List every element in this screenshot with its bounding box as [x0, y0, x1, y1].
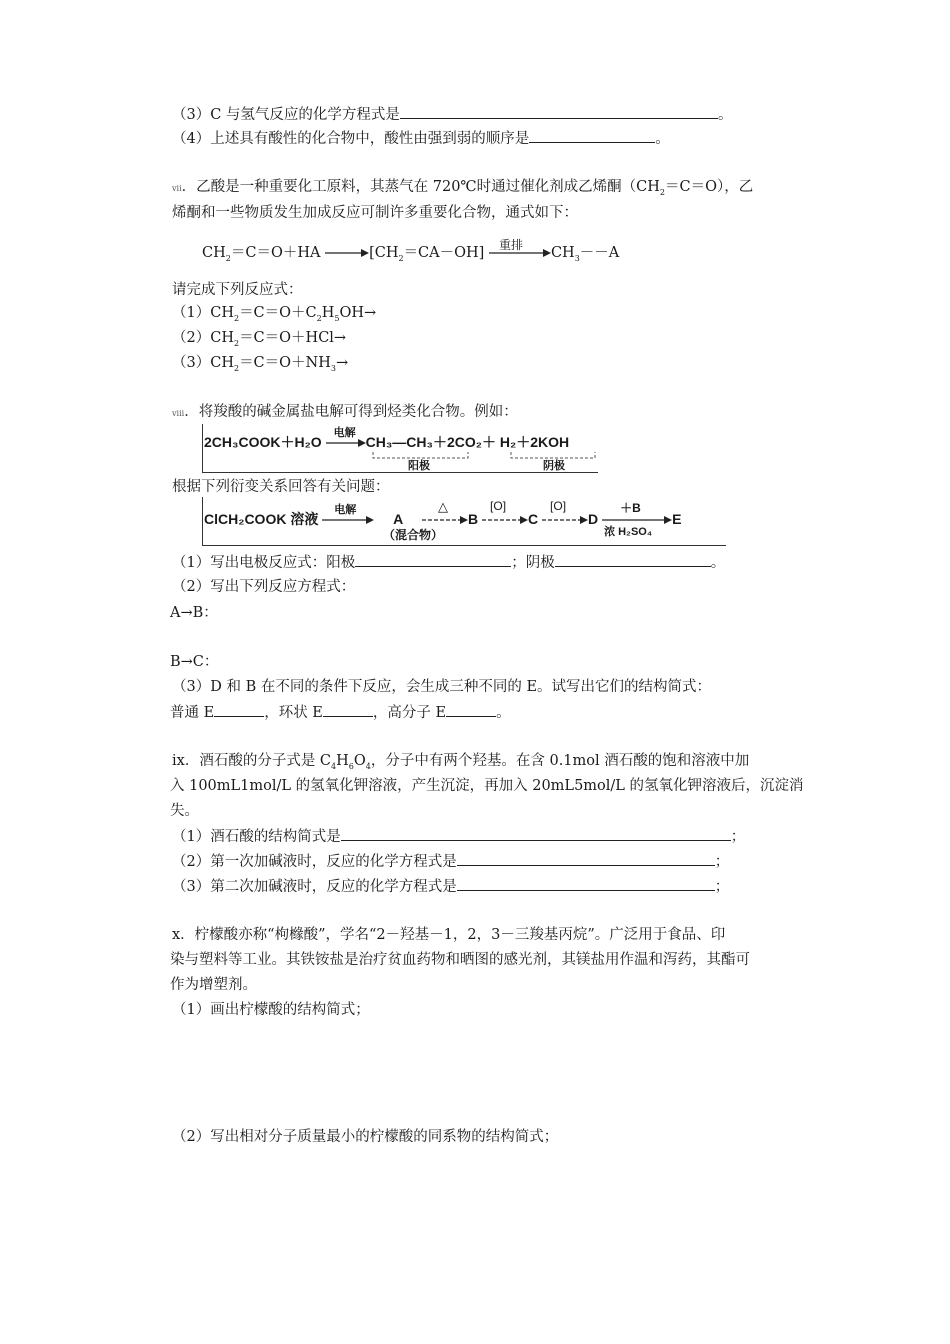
electrolysis-equation: 2CH₃COOK＋H₂O 电解 CH₃—CH₃＋2CO₂＋ H₂＋2KOH — [204, 427, 570, 450]
polymer-e-blank[interactable] — [446, 702, 496, 717]
x-line-2: 染与塑料等工业。其铁铵盐是治疗贫血药物和晒图的感光剂，其镁盐用作温和泻药，其酯可 — [170, 952, 750, 968]
vii-reaction-2: $(2)CH_2=C=O+HCl\to$ — [172, 330, 347, 348]
vii-prompt: 请完成下列反应式： — [172, 282, 303, 298]
oxidation-arrow: [O] — [542, 511, 588, 527]
x-line-3: 作为增塑剂。 — [170, 977, 257, 993]
derivation-scheme-box — [202, 497, 726, 546]
arrow-icon — [542, 514, 588, 526]
ix-line-3: 失。 — [170, 803, 199, 819]
arrow-icon — [325, 247, 369, 259]
viii-question-1: （1）写出电极反应式：阳极 ；阴极 。 — [172, 552, 725, 573]
electrolysis-arrow: 电解 — [326, 434, 366, 450]
heat-arrow: △ — [422, 511, 468, 527]
viii-question-2: （2）写出下列反应方程式： — [172, 579, 356, 595]
ix-question-2: （2）第一次加碱液时，反应的化学方程式是 ； — [172, 851, 729, 872]
derivation-scheme: ClCH₂COOK 溶液 电解 A △ B [O] C [O] D ＋B 浓 H₂SO₄ E — [204, 499, 682, 538]
viii-question-3-answers: 普通 E ，环状 E ，高分子 E 。 — [170, 702, 511, 723]
question-3: （3）C 与氢气反应的化学方程式是 。 — [172, 104, 732, 125]
ix-line-1: ix．酒石酸的分子式是 $C_4H_6O_4$，分子中有两个羟基。在含 0.1mol 酒石酸的饱和溶液中加 — [172, 753, 750, 771]
question-4: （4）上述具有酸性的化合物中，酸性由强到弱的顺序是 。 — [172, 128, 670, 149]
cathode-answer-blank[interactable] — [555, 552, 711, 567]
ix-line-2: 入 100mL1mol/L 的氢氧化钾溶液，产生沉淀，再加入 20mL5mol/L 的氢氧化钾溶液后，沉淀消 — [170, 778, 804, 794]
viii-prompt: 根据下列衍变关系回答有关问题： — [172, 479, 390, 495]
a-to-b-label: A→B： — [170, 605, 218, 621]
ix-question-1: （1）酒石酸的结构简式是 ； — [172, 826, 745, 847]
vii-line-1: vii．乙酸是一种重要化工原料，其蒸气在 720℃时通过催化剂成乙烯酮$(CH_2=C=O)$，乙 — [172, 179, 754, 197]
viii-intro: viii．将羧酸的碱金属盐电解可得到烃类化合物。例如： — [172, 404, 518, 420]
answer-blank[interactable] — [529, 128, 655, 143]
anode-label: 阳极 — [408, 460, 430, 472]
oxidation-arrow: [O] — [482, 511, 528, 527]
anode-answer-blank[interactable] — [355, 552, 511, 567]
x-line-1: x．柠檬酸亦称“枸橼酸”，学名“2－羟基－1，2，3－三羧基丙烷”。广泛用于食品、印 — [172, 927, 726, 943]
electrode-brackets — [203, 450, 598, 470]
vii-reaction-1: $(1)CH_2=C=O+C_2H_5OH\to$ — [172, 305, 377, 323]
viii-question-3: （3）D 和 B 在不同的条件下反应，会生成三种不同的 E。试写出它们的结构简式： — [172, 679, 712, 695]
answer-blank[interactable] — [341, 826, 731, 841]
ix-question-3: （3）第二次加碱液时，反应的化学方程式是 ； — [172, 876, 729, 897]
answer-blank[interactable] — [457, 876, 715, 891]
cyclic-e-blank[interactable] — [323, 702, 373, 717]
mixture-note: （混合物） — [383, 528, 444, 542]
vii-general-equation: $CH_2=C=O+HA$ $[CH_2=CA-OH]$ 重排 $CH_3--A$ — [202, 238, 620, 263]
arrow-icon — [482, 514, 528, 526]
x-question-1: （1）画出柠檬酸的结构简式； — [172, 1002, 370, 1018]
answer-blank[interactable] — [457, 851, 715, 866]
electrolysis-arrow: 电解 — [322, 511, 374, 527]
b-to-c-label: B→C： — [170, 654, 219, 670]
electrolysis-example-box — [202, 424, 598, 473]
x-question-2: （2）写出相对分子质量最小的柠檬酸的同系物的结构简式； — [172, 1129, 559, 1145]
vii-line-2: 烯酮和一些物质发生加成反应可制许多重要化合物，通式如下： — [172, 205, 578, 221]
rearrange-arrow: 重排 — [489, 243, 551, 263]
arrow-icon — [422, 514, 468, 526]
esterification-arrow: ＋B 浓 H₂SO₄ — [602, 511, 672, 527]
answer-blank[interactable] — [400, 104, 718, 119]
normal-e-blank[interactable] — [214, 702, 264, 717]
vii-reaction-3: $(3)CH_2=C=O+NH_3\to$ — [172, 355, 349, 373]
cathode-label: 阴极 — [543, 460, 565, 472]
